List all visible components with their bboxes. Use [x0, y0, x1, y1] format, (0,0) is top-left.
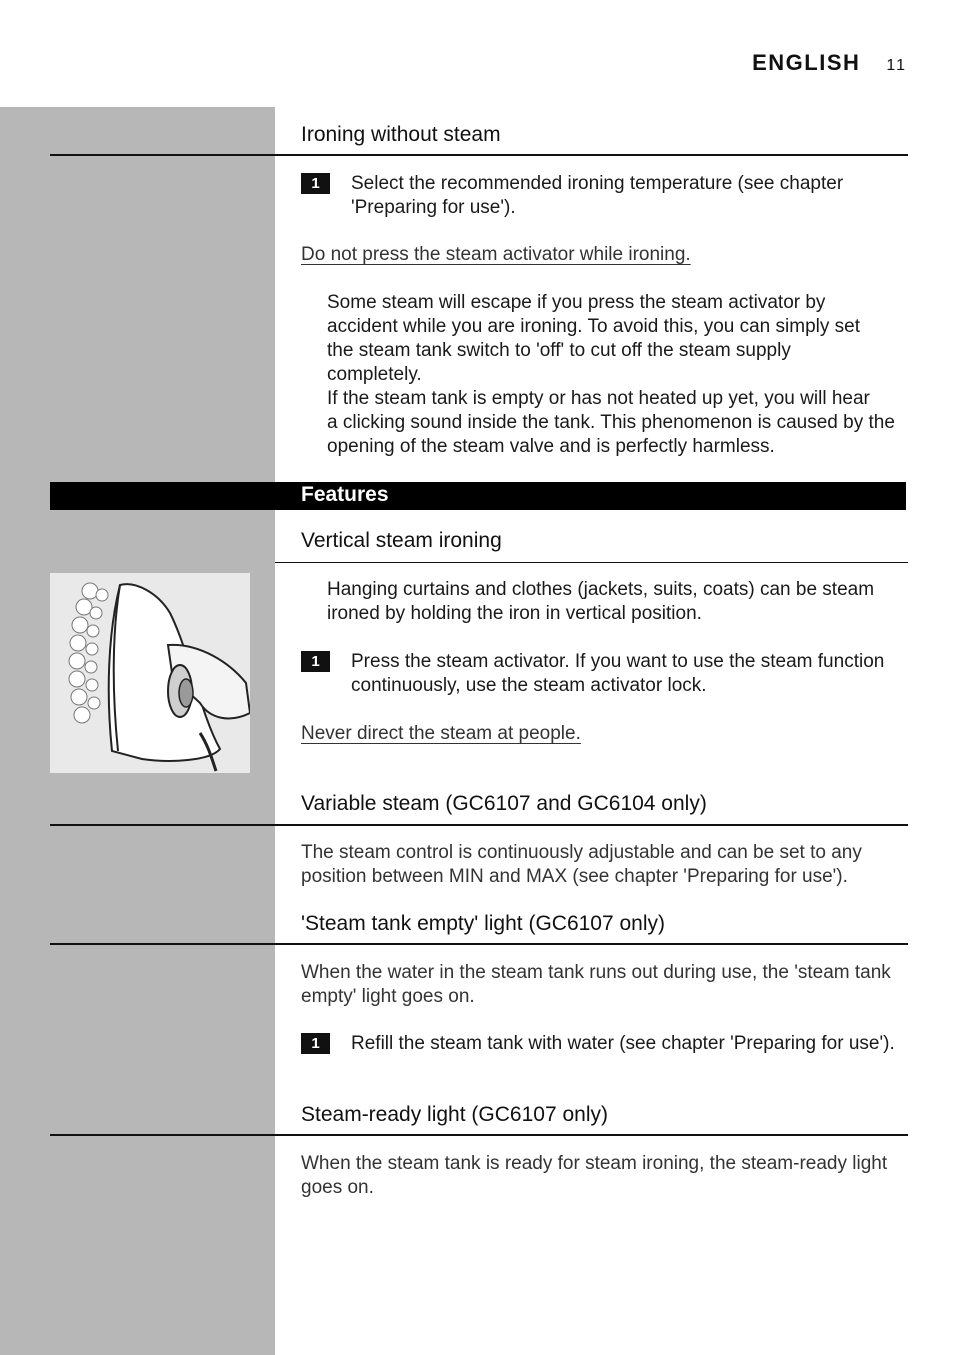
- step-instruction: Refill the steam tank with water (see chapter 'Preparing for use').: [351, 1033, 895, 1054]
- section-heading-ironing-without-steam: Ironing without steam: [301, 123, 501, 146]
- section-divider: [50, 824, 908, 826]
- warning-text: Never direct the steam at people.: [301, 723, 581, 744]
- step-instruction: Press the steam activator. If you want to use the steam function continuously, use the steam activator lock.: [351, 651, 885, 696]
- section-divider: [50, 943, 908, 945]
- step-number-badge: 1: [301, 1033, 330, 1054]
- step-number-badge: 1: [301, 173, 330, 194]
- page-number: 11: [886, 57, 907, 74]
- body-paragraph: The steam control is continuously adjustable and can be set to any position between MIN and MAX (see chapter 'Preparing for use').: [301, 842, 862, 887]
- note-line: opening of the steam valve and is perfectly harmless.: [327, 436, 775, 457]
- section-heading-variable-steam: Variable steam (GC6107 and GC6104 only): [301, 792, 707, 815]
- note-line: Some steam will escape if you press the steam activator by: [327, 292, 826, 313]
- iron-vertical-steam-illustration: [50, 573, 250, 773]
- section-divider: [50, 1134, 908, 1136]
- intro-paragraph: Hanging curtains and clothes (jackets, suits, coats) can be steam ironed by holding the iron in vertical position.: [327, 579, 875, 624]
- note-line: If the steam tank is empty or has not heated up yet, you will hear: [327, 388, 870, 409]
- note-line: the steam tank switch to 'off' to cut off the steam supply: [327, 340, 791, 361]
- step-instruction: Select the recommended ironing temperature (see chapter 'Preparing for use').: [351, 173, 844, 218]
- page-header: [752, 50, 907, 76]
- section-divider: [275, 562, 908, 563]
- chapter-title: Features: [301, 483, 389, 506]
- section-heading-tank-empty-light: 'Steam tank empty' light (GC6107 only): [301, 912, 666, 935]
- section-heading-vertical-steam: Vertical steam ironing: [301, 529, 502, 552]
- note-paragraph: [327, 291, 917, 459]
- section-heading-steam-ready-light: Steam-ready light (GC6107 only): [301, 1103, 608, 1126]
- section-divider: [50, 154, 908, 156]
- body-paragraph: When the steam tank is ready for steam ironing, the steam-ready light goes on.: [301, 1153, 888, 1198]
- note-line: accident while you are ironing. To avoid this, you can simply set: [327, 316, 860, 337]
- step-number-badge: 1: [301, 651, 330, 672]
- note-line: completely.: [327, 364, 422, 385]
- warning-text: Do not press the steam activator while ironing.: [301, 244, 691, 265]
- language-label: ENGLISH: [752, 50, 861, 75]
- note-line: a clicking sound inside the tank. This phenomenon is caused by the: [327, 412, 895, 433]
- chapter-title-bar: [50, 482, 906, 510]
- body-paragraph: When the water in the steam tank runs out during use, the 'steam tank empty' light goes on.: [301, 962, 891, 1007]
